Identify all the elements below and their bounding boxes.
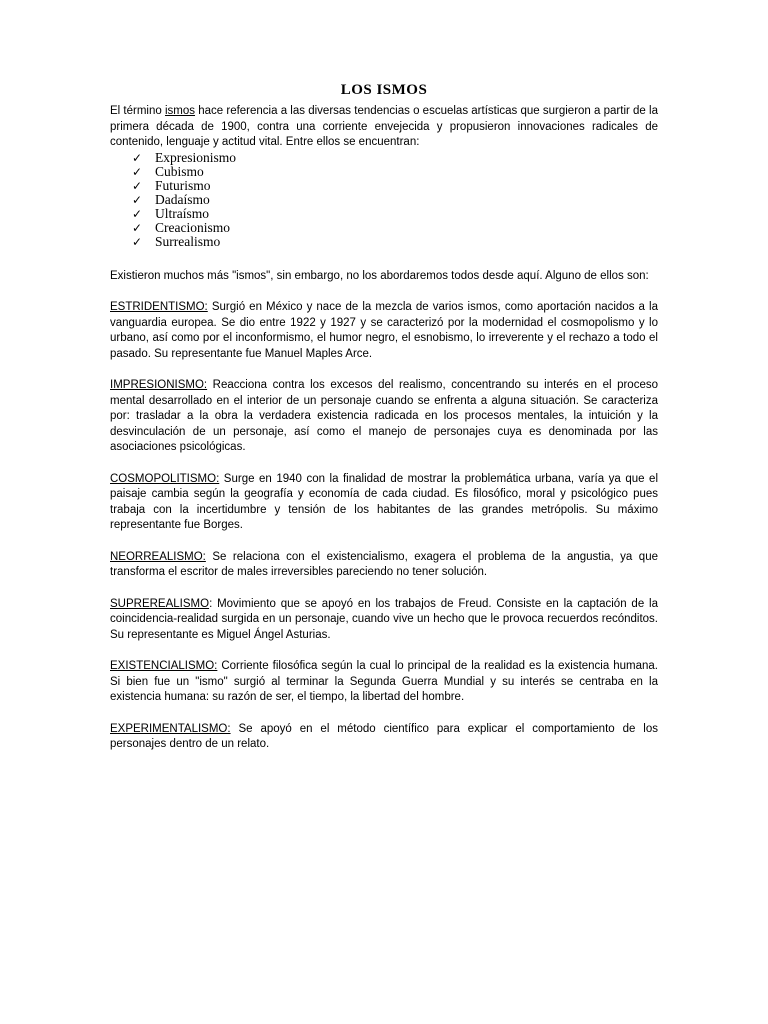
section-term: COSMOPOLITISMO: xyxy=(110,472,220,485)
section-term: SUPREREALISMO xyxy=(110,597,210,610)
list-item-label: Dadaísmo xyxy=(155,191,210,207)
intro-term: ismos xyxy=(164,105,196,117)
section-experimentalismo xyxy=(110,722,658,753)
section-term: IMPRESIONISMO: xyxy=(110,379,208,391)
intro-paragraph xyxy=(110,104,658,151)
document-body xyxy=(110,82,658,753)
section-text: Se apoyó en el método científico para explicar el comportamiento de los personajes dentro de un relato. xyxy=(110,722,658,750)
check-icon: ✓ xyxy=(132,206,143,221)
check-icon: ✓ xyxy=(132,164,143,179)
section-term: ESTRIDENTISMO: xyxy=(110,301,208,313)
list-item xyxy=(132,151,658,165)
section-text: Se relaciona con el existencialismo, exagera el problema de la angustia, ya que transforma el escritor de males irreversibles pareciendo no tener solución. xyxy=(110,550,658,578)
section-text: Surge en 1940 con la finalidad de mostrar la problemática urbana, varía ya que el paisaje cambia según la geografía y economía de cada ciudad. Es filosófico, moral y psicológico pues trabaja con la incertidumbre y tensión de los habitantes de las grandes metrópolis. Su máximo representante fue Borges. xyxy=(110,472,658,531)
section-text: : Movimiento que se apoyó en los trabajos de Freud. Consiste en la captación de la coincidencia-realidad surgida en un personaje, cuando vive un hecho que le provoca recuerdos recónditos. Su representante es Miguel Ángel Asturias. xyxy=(110,597,658,641)
section-impresionismo xyxy=(110,378,658,456)
list-item-label: Surrealismo xyxy=(155,233,221,249)
ismos-list xyxy=(110,151,658,249)
list-item xyxy=(132,193,658,207)
check-icon: ✓ xyxy=(132,150,143,165)
list-item xyxy=(132,221,658,235)
section-suprerealismo xyxy=(110,597,658,644)
check-icon: ✓ xyxy=(132,192,143,207)
list-item xyxy=(132,165,658,179)
section-neorrealismo xyxy=(110,550,658,581)
section-text: Corriente filosófica según la cual lo principal de la realidad es la existencia humana. Si bien fue un "ismo" surgió al terminar la Segunda Guerra Mundial y su interés se centraba en la existencia humana: su razón de ser, el tiempo, la libertad del hombre. xyxy=(110,660,658,703)
others-paragraph: Existieron muchos más "ismos", sin embargo, no los abordaremos todos desde aquí. Alguno de ellos son: xyxy=(110,269,649,282)
list-item-label: Ultraísmo xyxy=(155,205,209,221)
intro-pre: El término xyxy=(110,105,165,117)
section-text: Reacciona contra los excesos del realismo, concentrando su interés en el proceso mental desarrollado en el interior de un personaje cuando se enfrenta a alguna situación. Se caracteriza por: trasladar a la obra la verdadera existencia radicada en los procesos mentales, la intuición y la desvinculación de un personaje, así como el manejo de personajes cuya es denominada por las asociaciones psicológicas. xyxy=(110,379,658,453)
section-term: NEORREALISMO: xyxy=(110,550,206,563)
list-item-label: Cubismo xyxy=(155,163,204,179)
list-item xyxy=(132,235,658,249)
check-icon: ✓ xyxy=(132,178,143,193)
list-item-label: Expresionismo xyxy=(155,149,236,165)
section-estridentismo xyxy=(110,300,658,362)
list-item-label: Creacionismo xyxy=(155,219,230,235)
list-item xyxy=(132,207,658,221)
list-item-label: Futurismo xyxy=(155,177,211,193)
section-existencialismo xyxy=(110,659,658,706)
section-text: Surgió en México y nace de la mezcla de varios ismos, como aportación nacidos a la vanguardia europea. Se dio entre 1922 y 1927 y se caracterizó por la modernidad el cosmopolismo y lo urbano, así como por el inconformismo, el humor negro, el esnobismo, lo irreverente y el rechazo a todo el pasado. Su representante fue Manuel Maples Arce. xyxy=(110,301,658,360)
section-term: EXPERIMENTALISMO: xyxy=(110,722,231,735)
page-title: LOS ISMOS xyxy=(340,82,428,98)
section-term: EXISTENCIALISMO: xyxy=(110,660,218,672)
intro-post: hace referencia a las diversas tendencias o escuelas artísticas que surgieron a partir de la primera década de 1900, contra una corriente envejecida y propusieron innovaciones radicales de contenido, lenguaje y actitud vital. Entre ellos se encuentran: xyxy=(110,105,658,148)
section-cosmopolitismo xyxy=(110,472,658,534)
check-icon: ✓ xyxy=(132,220,143,235)
list-item xyxy=(132,179,658,193)
check-icon: ✓ xyxy=(132,234,143,249)
